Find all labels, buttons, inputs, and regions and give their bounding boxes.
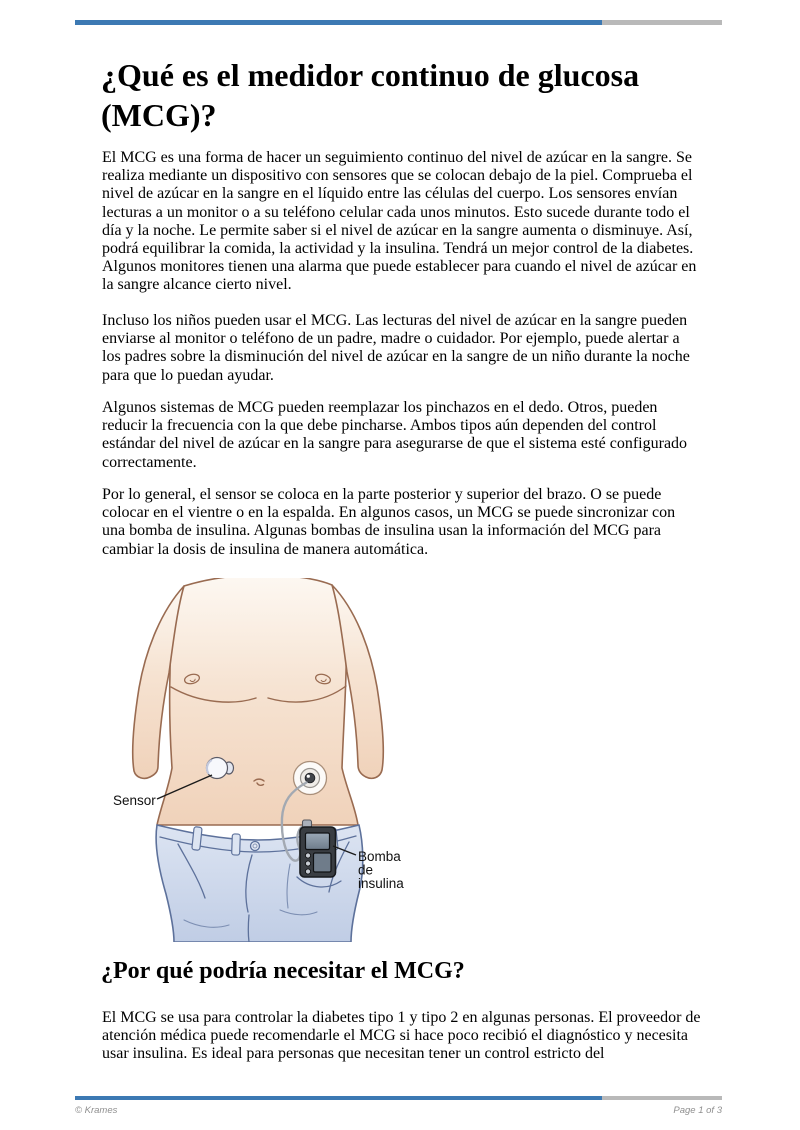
sensor-label: Sensor — [113, 793, 156, 808]
footer-accent-bar-gray — [602, 1096, 722, 1100]
pump-label-line3: insulina — [358, 876, 404, 891]
cgm-illustration — [100, 578, 460, 942]
paragraph-placement: Por lo general, el sensor se coloca en la parte posterior y superior del brazo. O se puede colocar en el vientre o en la espalda. En algunos casos, un MCG se puede sincronizar con una bomba de insulina. Algunas bombas de insulina usan la información del MCG para cambiar la dosis de insulina de manera automática. — [102, 486, 676, 558]
footer-accent-bar — [75, 1096, 722, 1100]
torso-illustration-svg — [100, 578, 460, 942]
paragraph-fingersticks: Algunos sistemas de MCG pueden reemplazar los pinchazos en el dedo. Otros, pueden reducir la frecuencia con la que debe pincharse. Ambos tipos aún dependen del control estándar del nivel de azúcar en la sangre para asegurarse de que el sistema esté configurado correctamente. — [102, 399, 688, 471]
top-accent-bar-blue — [75, 20, 602, 25]
section-heading: ¿Por qué podría necesitar el MCG? — [101, 958, 465, 984]
paragraph-intro: El MCG es una forma de hacer un seguimiento continuo del nivel de azúcar en la sangre. Se realiza mediante un dispositivo con sensores que se colocan debajo de la piel. Comprueba el nivel de azúcar en la sangre en el líquido entre las células del cuerpo. Los sensores envían lecturas a un monitor o a su teléfono celular cada unos minutos. Esto sucede durante todo el día y la noche. Le permite saber si el nivel de azúcar en la sangre aumenta o disminuye. Así, podrá equilibrar la comida, la actividad y la insulina. Tendrá un mejor control de la diabetes. Algunos monitores tienen una alarma que puede establecer para cuando el nivel de azúcar en la sangre alcance cierto nivel. — [102, 149, 697, 294]
paragraph-children: Incluso los niños pueden usar el MCG. Las lecturas del nivel de azúcar en la sangre pueden enviarse al monitor o teléfono de un padre, madre o cuidador. Por ejemplo, puede alertar a los padres sobre la disminución del nivel de azúcar en la sangre de un niño durante la noche para que lo puedan ayudar. — [102, 312, 690, 384]
page-indicator: Page 1 of 3 — [673, 1105, 722, 1116]
insulin-pump — [300, 820, 336, 877]
top-accent-bar-gray — [602, 20, 722, 25]
paragraph-why-needed: El MCG se usa para controlar la diabetes tipo 1 y tipo 2 en algunas personas. El proveedor de atención médica puede recomendarle el MCG si hace poco recibió el diagnóstico y necesita usar insulina. Es ideal para personas que necesitan tener un control estricto del — [102, 1009, 701, 1063]
copyright-text: © Krames — [75, 1105, 118, 1116]
pump-label-line1: Bomba — [358, 849, 401, 864]
torso-body — [157, 578, 358, 825]
page-footer — [75, 1105, 722, 1116]
pants-button — [251, 842, 260, 851]
top-accent-bar — [75, 20, 722, 25]
pump-label-line2: de — [358, 862, 374, 878]
page-title: ¿Qué es el medidor continuo de glucosa (MCG)? — [101, 57, 640, 133]
infusion-set — [294, 762, 327, 795]
footer-accent-bar-blue — [75, 1096, 602, 1100]
